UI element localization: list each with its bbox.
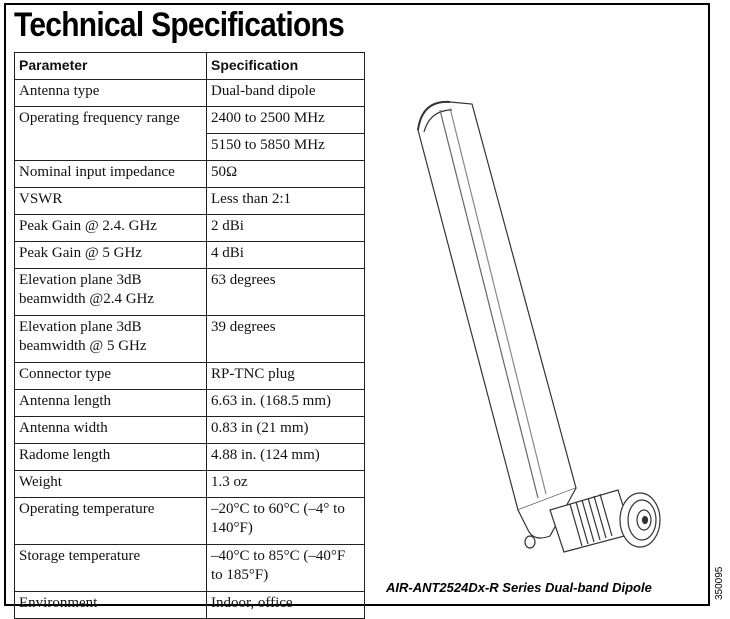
specification-cell: 5150 to 5850 MHz <box>207 134 365 161</box>
table-row <box>15 498 365 545</box>
figure-id: 350095 <box>714 566 725 600</box>
table-row <box>15 444 365 471</box>
specification-cell: 0.83 in (21 mm) <box>207 417 365 444</box>
specification-cell: 2400 to 2500 MHz <box>207 107 365 134</box>
parameter-cell: Antenna width <box>15 417 207 444</box>
table-header-row <box>15 53 365 80</box>
specification-cell: 63 degrees <box>207 269 365 316</box>
page-title: Technical Specifications <box>14 6 345 44</box>
specification-cell: 50Ω <box>207 161 365 188</box>
table-row <box>15 269 365 316</box>
table-row <box>15 215 365 242</box>
specification-cell: –40°C to 85°C (–40°F to 185°F) <box>207 545 365 592</box>
figure-caption: AIR-ANT2524Dx-R Series Dual-band Dipole <box>386 580 652 595</box>
specification-cell: Less than 2:1 <box>207 188 365 215</box>
table-row <box>15 592 365 619</box>
parameter-cell: Connector type <box>15 363 207 390</box>
specification-cell: Indoor, office <box>207 592 365 619</box>
specification-cell: 2 dBi <box>207 215 365 242</box>
parameter-cell: Antenna length <box>15 390 207 417</box>
table-row <box>15 390 365 417</box>
parameter-cell: VSWR <box>15 188 207 215</box>
specification-cell: Dual-band dipole <box>207 80 365 107</box>
table-row <box>15 107 365 134</box>
specification-cell: 4 dBi <box>207 242 365 269</box>
parameter-cell: Antenna type <box>15 80 207 107</box>
parameter-cell: Elevation plane 3dB beamwidth @ 5 GHz <box>15 316 207 363</box>
column-header-specification: Specification <box>207 53 365 80</box>
table-row <box>15 545 365 592</box>
specification-cell: 6.63 in. (168.5 mm) <box>207 390 365 417</box>
parameter-cell: Operating temperature <box>15 498 207 545</box>
parameter-cell: Peak Gain @ 2.4. GHz <box>15 215 207 242</box>
dipole-antenna-illustration <box>400 90 700 570</box>
parameter-cell: Peak Gain @ 5 GHz <box>15 242 207 269</box>
table-row <box>15 242 365 269</box>
table-row <box>15 80 365 107</box>
specification-cell: RP-TNC plug <box>207 363 365 390</box>
table-row <box>15 161 365 188</box>
table-row <box>15 417 365 444</box>
specification-cell: 39 degrees <box>207 316 365 363</box>
table-row <box>15 363 365 390</box>
parameter-cell: Nominal input impedance <box>15 161 207 188</box>
specification-cell: 4.88 in. (124 mm) <box>207 444 365 471</box>
parameter-cell: Storage temperature <box>15 545 207 592</box>
table-row <box>15 471 365 498</box>
parameter-cell: Elevation plane 3dB beamwidth @2.4 GHz <box>15 269 207 316</box>
table-row <box>15 316 365 363</box>
parameter-cell: Weight <box>15 471 207 498</box>
parameter-cell: Operating frequency range <box>15 107 207 161</box>
column-header-parameter: Parameter <box>15 53 207 80</box>
parameter-cell: Radome length <box>15 444 207 471</box>
antenna-radome <box>418 102 576 510</box>
specification-cell: –20°C to 60°C (–4° to 140°F) <box>207 498 365 545</box>
specification-cell: 1.3 oz <box>207 471 365 498</box>
parameter-cell: Environment <box>15 592 207 619</box>
table-row <box>15 188 365 215</box>
spec-table <box>14 52 365 619</box>
